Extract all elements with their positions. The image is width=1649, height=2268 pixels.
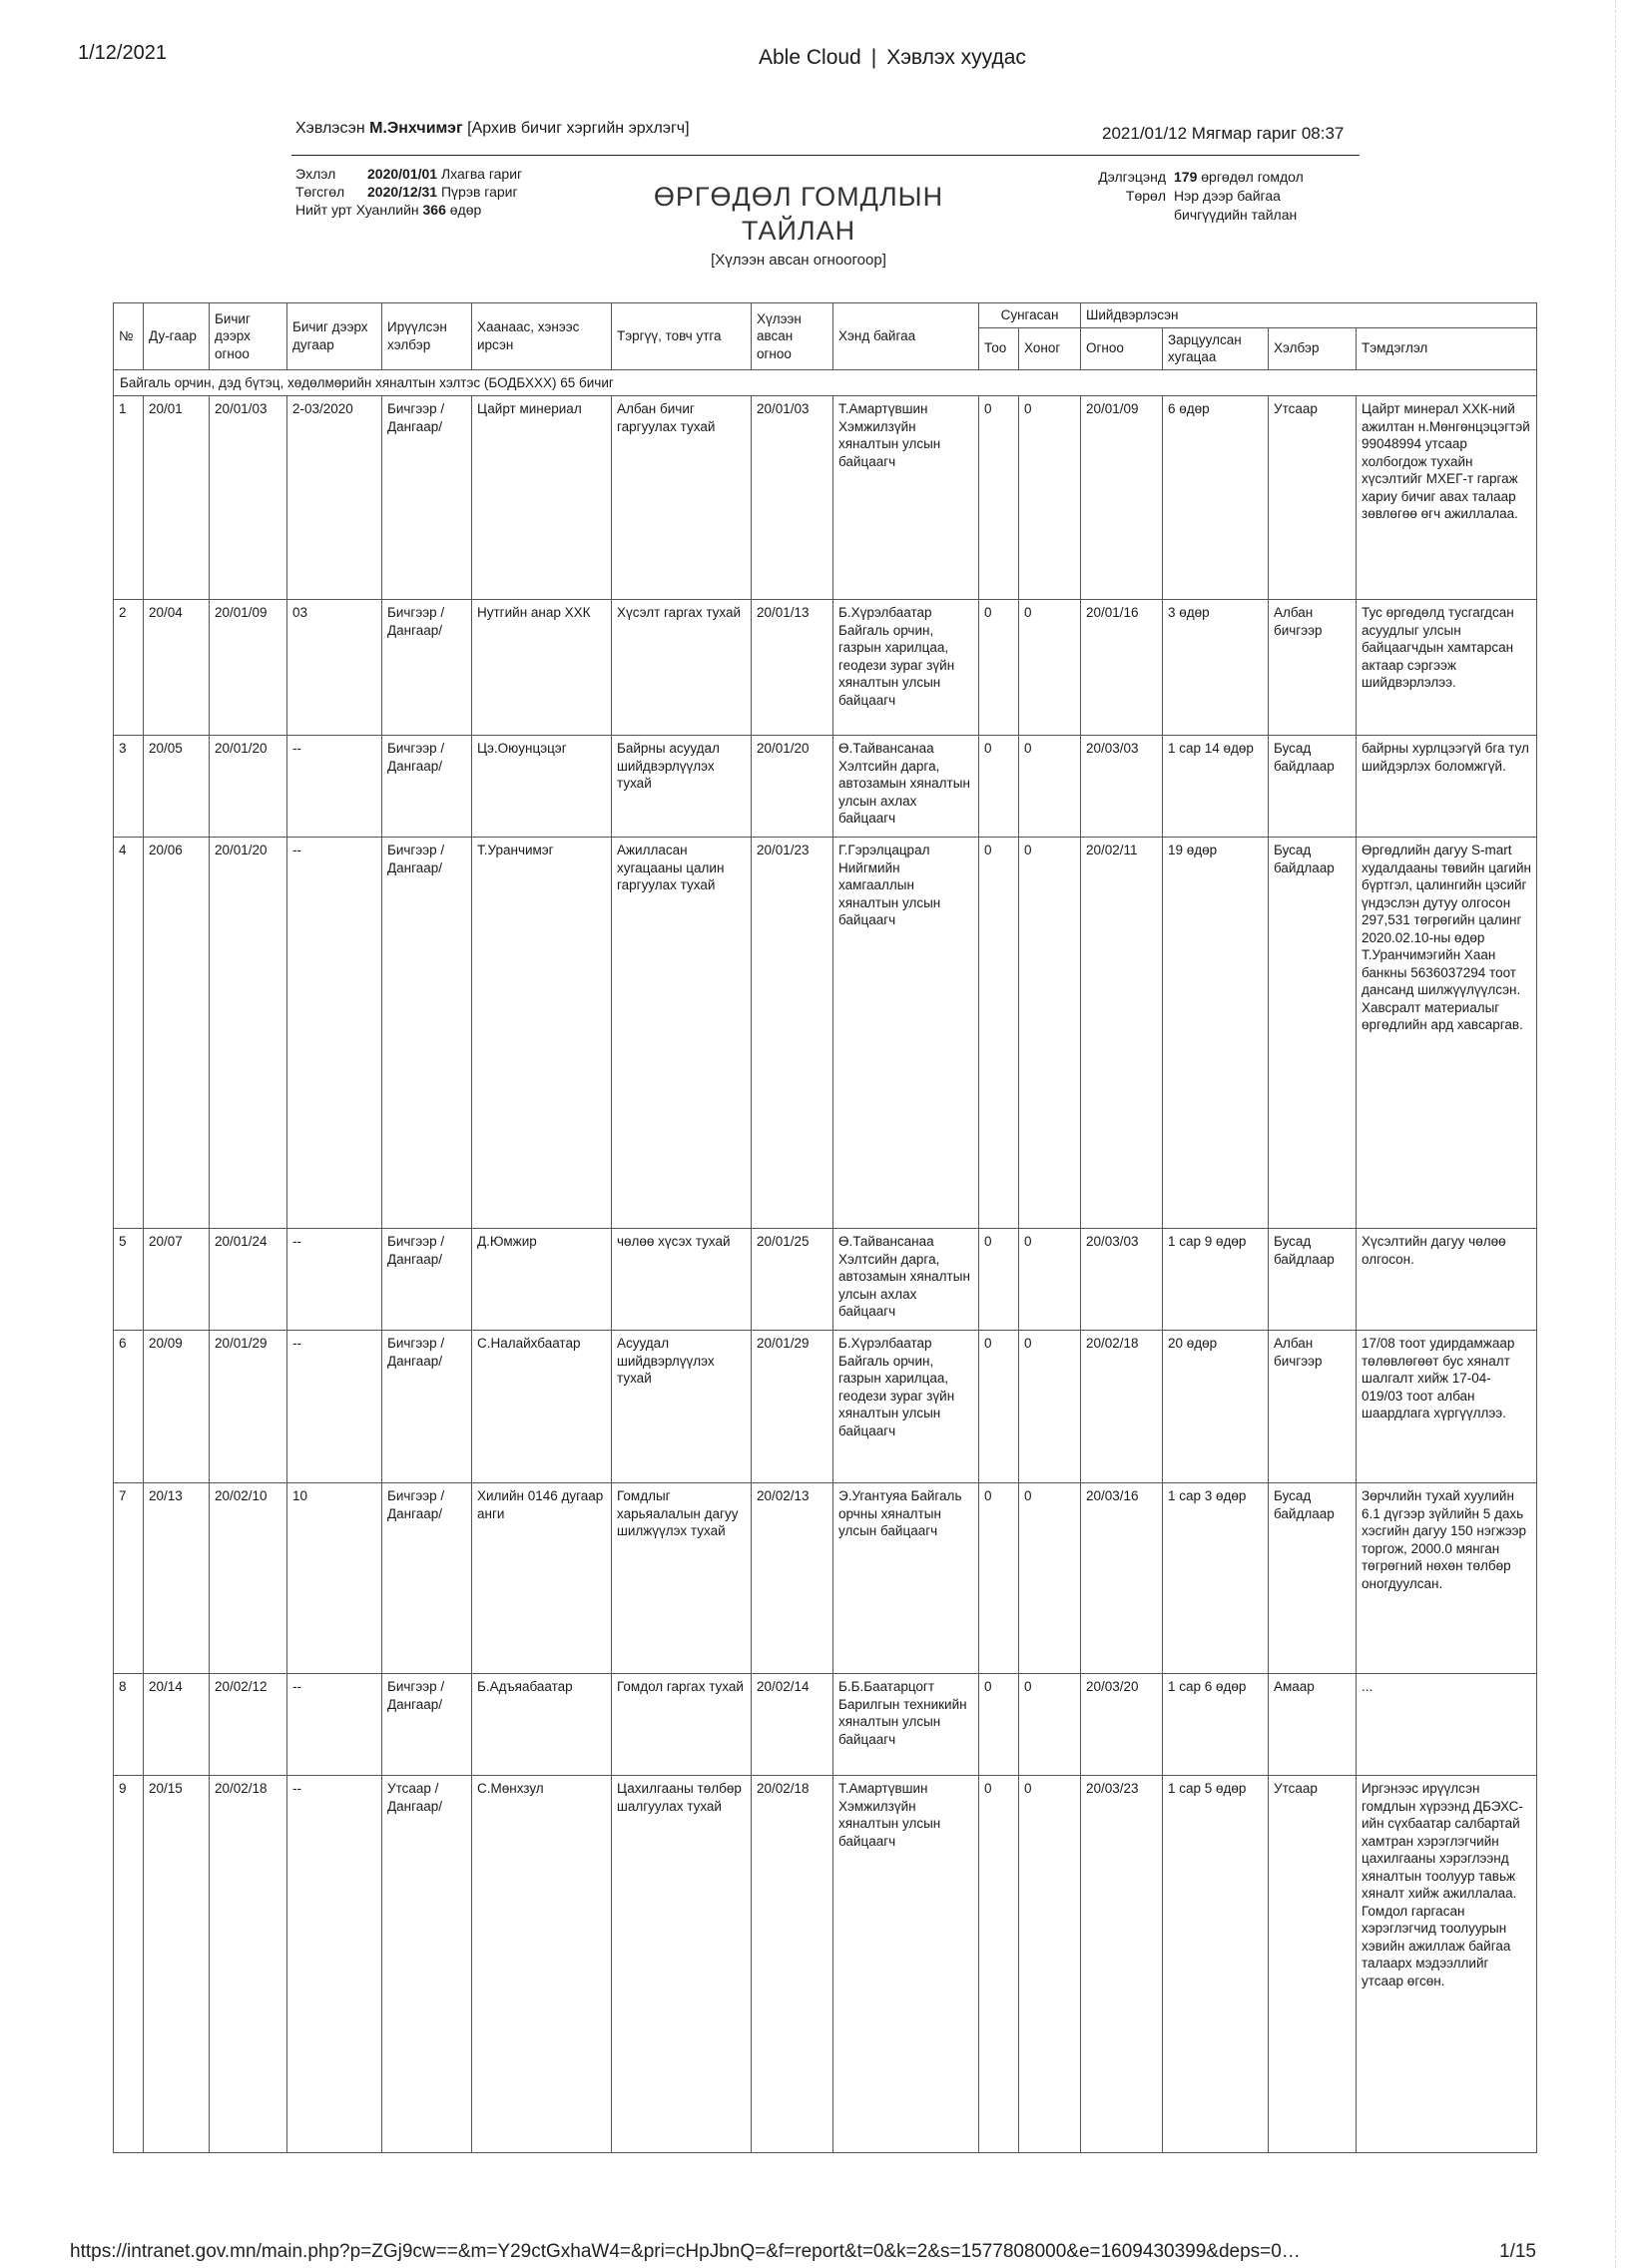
row-doc-number: 2-03/2020	[287, 396, 382, 600]
row-subject: Албан бичиг гаргуулах тухай	[612, 396, 752, 600]
printed-at: 2021/01/12 Мягмар гариг 08:37	[1102, 124, 1345, 143]
row-ext-days: 0	[1019, 838, 1081, 1229]
row-res-note: Өргөдлийн дагуу S-mart худалдааны төвийн цагийн бүртгэл, цалингийн цэсийг үндэслэн дутуу олгосон 297,531 төгрөгийн цалинг 2020.02.10-ны өдөр Т.Уранчимэгийн Хаан банкны 5636037294 тоот дансанд шилжүүлүүлсэн. Хавсралт материалыг өргөдлийн ард хавсаргав.	[1357, 838, 1537, 1229]
print-date: 1/12/2021	[78, 42, 167, 64]
row-subject: Асуудал шийдвэрлүүлэх тухай	[612, 1331, 752, 1483]
row-doc-number: --	[287, 1331, 382, 1483]
row-dugaar: 20/07	[144, 1229, 210, 1331]
row-received: 20/01/23	[752, 838, 833, 1229]
row-res-date: 20/01/16	[1081, 600, 1163, 736]
row-doc-date: 20/02/12	[210, 1674, 287, 1776]
row-res-date: 20/02/18	[1081, 1331, 1163, 1483]
row-dugaar: 20/05	[144, 736, 210, 838]
col-subject: Тэргүү, товч утга	[612, 303, 752, 370]
row-ext-days: 0	[1019, 1483, 1081, 1674]
row-assignee: Б.Хүрэлбаатар Байгаль орчин, газрын харилцаа, геодези зураг зүйн хяналтын улсын байцаагч	[833, 1331, 979, 1483]
row-received: 20/02/13	[752, 1483, 833, 1674]
row-ext-count: 0	[979, 600, 1019, 736]
row-assignee: Б.Б.Баатарцогт Барилгын техникийн хяналтын улсын байцаагч	[833, 1674, 979, 1776]
row-from: С.Мөнхзул	[472, 1776, 612, 2153]
row-res-note: Цайрт минерал ХХК-ний ажилтан н.Мөнгөнцэцэгтэй 99048994 утсаар холбогдож тухайн хүсэлтийг МХЕГ-т гаргаж хариу бичиг авах талаар зөвлөгөө өгч ажиллалаа.	[1357, 396, 1537, 600]
page-url: https://intranet.gov.mn/main.php?p=ZGj9cw==&m=Y29ctGxhaW4=&pri=cHpJbnQ=&f=report&t=0&k=2&s=1577808000&e=1609430399&deps=0…	[70, 2241, 1301, 2262]
title-separator: |	[870, 46, 877, 69]
table-row	[114, 1674, 1537, 1776]
row-doc-number: --	[287, 1674, 382, 1776]
row-ext-days: 0	[1019, 1674, 1081, 1776]
row-no: 5	[114, 1229, 144, 1331]
range-total	[295, 201, 522, 219]
row-ext-count: 0	[979, 1331, 1019, 1483]
row-subject: чөлөө хүсэх тухай	[612, 1229, 752, 1331]
table-body	[114, 369, 1537, 2153]
row-res-spent: 1 сар 3 өдөр	[1163, 1483, 1269, 1674]
report-table	[113, 302, 1537, 2153]
col-ext-count: Тоо	[979, 327, 1019, 369]
row-dugaar: 20/15	[144, 1776, 210, 2153]
row-received: 20/01/29	[752, 1331, 833, 1483]
stats-type	[1078, 187, 1377, 225]
col-dugaar: Ду-гаар	[144, 303, 210, 370]
range-end-label: Төгсгөл	[295, 184, 345, 200]
row-ext-count: 0	[979, 1483, 1019, 1674]
row-doc-number: --	[287, 838, 382, 1229]
col-res-spent: Зарцуулсан хугацаа	[1163, 327, 1269, 369]
row-no: 9	[114, 1776, 144, 2153]
row-sent-form: Бичгээр / Дангаар/	[382, 396, 472, 600]
row-doc-number: --	[287, 736, 382, 838]
row-assignee: Б.Хүрэлбаатар Байгаль орчин, газрын харилцаа, геодези зураг зүйн хяналтын улсын байцаагч	[833, 600, 979, 736]
app-title: Able Cloud	[759, 46, 861, 69]
row-assignee: Э.Угантуяа Байгаль орчны хяналтын улсын байцаагч	[833, 1483, 979, 1674]
col-no: №	[114, 303, 144, 370]
row-res-spent: 19 өдөр	[1163, 838, 1269, 1229]
row-ext-days: 0	[1019, 1776, 1081, 2153]
row-ext-days: 0	[1019, 736, 1081, 838]
table-row	[114, 600, 1537, 736]
table-row	[114, 1331, 1537, 1483]
row-subject: Ажилласан хугацааны цалин гаргуулах тухай	[612, 838, 752, 1229]
row-ext-count: 0	[979, 736, 1019, 838]
row-ext-count: 0	[979, 1229, 1019, 1331]
row-dugaar: 20/06	[144, 838, 210, 1229]
row-subject: Байрны асуудал шийдвэрлүүлэх тухай	[612, 736, 752, 838]
row-res-spent: 1 сар 6 өдөр	[1163, 1674, 1269, 1776]
row-res-form: Утсаар	[1269, 1776, 1357, 2153]
range-start-label: Эхлэл	[295, 166, 336, 182]
row-ext-days: 0	[1019, 600, 1081, 736]
col-assignee: Хэнд байгаа	[833, 303, 979, 370]
row-sent-form: Утсаар / Дангаар/	[382, 1776, 472, 2153]
row-received: 20/01/13	[752, 600, 833, 736]
row-ext-count: 0	[979, 1776, 1019, 2153]
row-subject: Гомдлыг харьяалалын дагуу шилжүүлэх тухай	[612, 1483, 752, 1674]
row-res-form: Бусад байдлаар	[1269, 1483, 1357, 1674]
col-received: Хүлээн авсан огноо	[752, 303, 833, 370]
row-res-date: 20/02/11	[1081, 838, 1163, 1229]
stats-count-suffix: өргөдөл гомдол	[1201, 169, 1304, 185]
row-dugaar: 20/01	[144, 396, 210, 600]
row-received: 20/02/14	[752, 1674, 833, 1776]
row-assignee: Ө.Тайвансанаа Хэлтсийн дарга, автозамын хяналтын улсын ахлах байцаагч	[833, 1229, 979, 1331]
row-res-spent: 20 өдөр	[1163, 1331, 1269, 1483]
row-res-spent: 1 сар 9 өдөр	[1163, 1229, 1269, 1331]
row-doc-date: 20/01/03	[210, 396, 287, 600]
row-sent-form: Бичгээр / Дангаар/	[382, 1483, 472, 1674]
row-ext-days: 0	[1019, 1229, 1081, 1331]
row-no: 7	[114, 1483, 144, 1674]
row-ext-count: 0	[979, 396, 1019, 600]
row-res-form: Албан бичгээр	[1269, 1331, 1357, 1483]
col-sent-form: Ирүүлсэн хэлбэр	[382, 303, 472, 370]
row-no: 6	[114, 1331, 144, 1483]
row-res-form: Албан бичгээр	[1269, 600, 1357, 736]
range-start-day: Лхагва гариг	[440, 166, 523, 182]
row-res-date: 20/03/03	[1081, 736, 1163, 838]
row-received: 20/01/25	[752, 1229, 833, 1331]
table-row	[114, 1776, 1537, 2153]
table-row	[114, 1483, 1537, 1674]
row-res-date: 20/01/09	[1081, 396, 1163, 600]
row-res-form: Бусад байдлаар	[1269, 736, 1357, 838]
range-end	[295, 183, 522, 201]
stats-type-line1: Нэр дээр байгаа	[1174, 188, 1281, 204]
row-res-form: Бусад байдлаар	[1269, 1229, 1357, 1331]
printed-by-name: М.Энхчимэг	[369, 120, 463, 137]
page-number: 1/15	[1499, 2241, 1536, 2262]
report-title-line2: ТАЙЛАН	[741, 216, 856, 246]
page-title: Хэвлэх хуудас	[886, 46, 1026, 69]
row-res-form: Амаар	[1269, 1674, 1357, 1776]
range-start-date: 2020/01/01	[367, 166, 438, 182]
col-resolved: Шийдвэрлэсэн	[1081, 303, 1537, 328]
row-res-spent: 1 сар 14 өдөр	[1163, 736, 1269, 838]
row-sent-form: Бичгээр / Дангаар/	[382, 736, 472, 838]
header-row-1	[114, 303, 1537, 328]
row-res-spent: 6 өдөр	[1163, 396, 1269, 600]
table-row	[114, 1229, 1537, 1331]
col-extended: Сунгасан	[979, 303, 1081, 328]
header-divider	[291, 155, 1360, 156]
row-res-note: Зөрчлийн тухай хуулийн 6.1 дүгээр зүйлийн 5 дахь хэсгийн дагуу 150 нэгжээр торгож, 2000.0 мянган төгрөгний нөхөн төлбөр оногдуулсан.	[1357, 1483, 1537, 1674]
row-doc-date: 20/01/29	[210, 1331, 287, 1483]
table-row	[114, 396, 1537, 600]
row-res-form: Бусад байдлаар	[1269, 838, 1357, 1229]
row-assignee: Г.Гэрэлцацрал Нийгмийн хамгааллын хяналтын улсын байцаагч	[833, 838, 979, 1229]
range-end-date: 2020/12/31	[367, 184, 438, 200]
group-title: Байгаль орчин, дэд бүтэц, хөдөлмөрийн хяналтын хэлтэс (БОДБХХХ) 65 бичиг	[114, 369, 1537, 396]
row-received: 20/02/18	[752, 1776, 833, 2153]
row-assignee: Ө.Тайвансанаа Хэлтсийн дарга, автозамын хяналтын улсын ахлах байцаагч	[833, 736, 979, 838]
row-doc-number: --	[287, 1229, 382, 1331]
row-res-date: 20/03/03	[1081, 1229, 1163, 1331]
row-res-note: ...	[1357, 1674, 1537, 1776]
row-res-form: Утсаар	[1269, 396, 1357, 600]
row-from: Цайрт минериал	[472, 396, 612, 600]
range-total-prefix: Хуанлийн	[355, 202, 419, 218]
row-ext-count: 0	[979, 1674, 1019, 1776]
stats-count	[1078, 168, 1377, 187]
range-total-suffix: өдөр	[449, 202, 482, 218]
report-subtitle: [Хүлээн авсан огноогоор]	[711, 252, 886, 269]
row-dugaar: 20/14	[144, 1674, 210, 1776]
row-sent-form: Бичгээр / Дангаар/	[382, 1229, 472, 1331]
row-subject: Гомдол гаргах тухай	[612, 1674, 752, 1776]
row-subject: Хүсэлт гаргах тухай	[612, 600, 752, 736]
table-head	[114, 303, 1537, 370]
row-sent-form: Бичгээр / Дангаар/	[382, 838, 472, 1229]
row-ext-days: 0	[1019, 396, 1081, 600]
row-res-note: Хүсэлтийн дагуу чөлөө олгосон.	[1357, 1229, 1537, 1331]
row-no: 4	[114, 838, 144, 1229]
col-doc-date: Бичиг дээрх огноо	[210, 303, 287, 370]
row-dugaar: 20/13	[144, 1483, 210, 1674]
range-total-value: 366	[422, 202, 446, 218]
row-res-spent: 1 сар 5 өдөр	[1163, 1776, 1269, 2153]
stats-type-line2: бичгүүдийн тайлан	[1174, 207, 1298, 223]
row-received: 20/01/03	[752, 396, 833, 600]
row-doc-date: 20/01/24	[210, 1229, 287, 1331]
row-from: Д.Юмжир	[472, 1229, 612, 1331]
row-dugaar: 20/04	[144, 600, 210, 736]
page-edge-line	[1615, 0, 1616, 2268]
row-ext-count: 0	[979, 838, 1019, 1229]
row-no: 2	[114, 600, 144, 736]
stats-count-value: 179	[1174, 169, 1198, 185]
row-doc-date: 20/01/09	[210, 600, 287, 736]
row-subject: Цахилгааны төлбөр шалгуулах тухай	[612, 1776, 752, 2153]
row-res-note: байрны хурлцээгүй бга тул шийдэрлэх боломжгүй.	[1357, 736, 1537, 838]
stats-count-label: Дэлгэцэнд	[1098, 169, 1166, 185]
row-doc-date: 20/02/18	[210, 1776, 287, 2153]
row-doc-number: --	[287, 1776, 382, 2153]
row-from: Хилийн 0146 дугаар анги	[472, 1483, 612, 1674]
row-from: С.Налайхбаатар	[472, 1331, 612, 1483]
row-sent-form: Бичгээр / Дангаар/	[382, 1331, 472, 1483]
row-res-note: Тус өргөдөлд тусгагдсан асуудлыг улсын байцаагчдын хамтарсан актаар сэргээж шийдвэрлэлээ.	[1357, 600, 1537, 736]
col-res-form: Хэлбэр	[1269, 327, 1357, 369]
table-row	[114, 736, 1537, 838]
col-ext-days: Хоног	[1019, 327, 1081, 369]
page-header-title	[759, 46, 1026, 70]
printed-by	[295, 120, 690, 138]
date-range	[295, 165, 522, 219]
row-ext-days: 0	[1019, 1331, 1081, 1483]
report-title	[599, 180, 998, 248]
row-from: Т.Уранчимэг	[472, 838, 612, 1229]
row-doc-date: 20/02/10	[210, 1483, 287, 1674]
group-row	[114, 369, 1537, 396]
row-received: 20/01/20	[752, 736, 833, 838]
row-res-date: 20/03/23	[1081, 1776, 1163, 2153]
printed-by-label: Хэвлэсэн	[295, 120, 365, 137]
col-doc-number: Бичиг дээрх дугаар	[287, 303, 382, 370]
row-res-note: 17/08 тоот удирдамжаар төлөвлөгөөт бус хяналт шалгалт хийж 17-04-019/03 тоот албан шаардлага хүргүүллээ.	[1357, 1331, 1537, 1483]
row-doc-date: 20/01/20	[210, 736, 287, 838]
row-from: Б.Адъяабаатар	[472, 1674, 612, 1776]
row-no: 8	[114, 1674, 144, 1776]
row-res-note: Иргэнээс ирүүлсэн гомдлын хүрээнд ДБЭХС-ийн сүхбаатар салбартай хамтран хэрэглэгчийн цахилгааны хэрэглээнд хяналтын тоолуур тавьж хяналт хийж ажиллалаа. Гомдол гаргасан хэрэглэгчид тоолуурын хэвийн ажиллаж байгаа талаарх мэдээллийг утсаар өгсөн.	[1357, 1776, 1537, 2153]
row-assignee: Т.Амартүвшин Хэмжилзүйн хяналтын улсын байцаагч	[833, 1776, 979, 2153]
row-res-date: 20/03/16	[1081, 1483, 1163, 1674]
row-res-spent: 3 өдөр	[1163, 600, 1269, 736]
row-dugaar: 20/09	[144, 1331, 210, 1483]
row-from: Нутгийн анар ХХК	[472, 600, 612, 736]
report-title-line1: ӨРГӨДӨЛ ГОМДЛЫН	[653, 182, 944, 212]
range-end-day: Пүрэв гариг	[440, 184, 518, 200]
row-doc-date: 20/01/20	[210, 838, 287, 1229]
table-row	[114, 838, 1537, 1229]
row-no: 1	[114, 396, 144, 600]
row-sent-form: Бичгээр / Дангаар/	[382, 600, 472, 736]
row-from: Цэ.Оюунцэцэг	[472, 736, 612, 838]
range-total-label: Нийт урт	[295, 202, 352, 218]
row-sent-form: Бичгээр / Дангаар/	[382, 1674, 472, 1776]
row-doc-number: 10	[287, 1483, 382, 1674]
row-assignee: Т.Амартүвшин Хэмжилзүйн хяналтын улсын байцаагч	[833, 396, 979, 600]
printed-by-role: [Архив бичиг хэргийн эрхлэгч]	[467, 120, 690, 137]
row-res-date: 20/03/20	[1081, 1674, 1163, 1776]
row-no: 3	[114, 736, 144, 838]
report-stats	[1078, 168, 1377, 225]
stats-type-label: Төрөл	[1125, 188, 1166, 204]
row-doc-number: 03	[287, 600, 382, 736]
range-start	[295, 165, 522, 183]
col-res-date: Огноо	[1081, 327, 1163, 369]
col-from: Хаанаас, хэнээс ирсэн	[472, 303, 612, 370]
col-res-note: Тэмдэглэл	[1357, 327, 1537, 369]
